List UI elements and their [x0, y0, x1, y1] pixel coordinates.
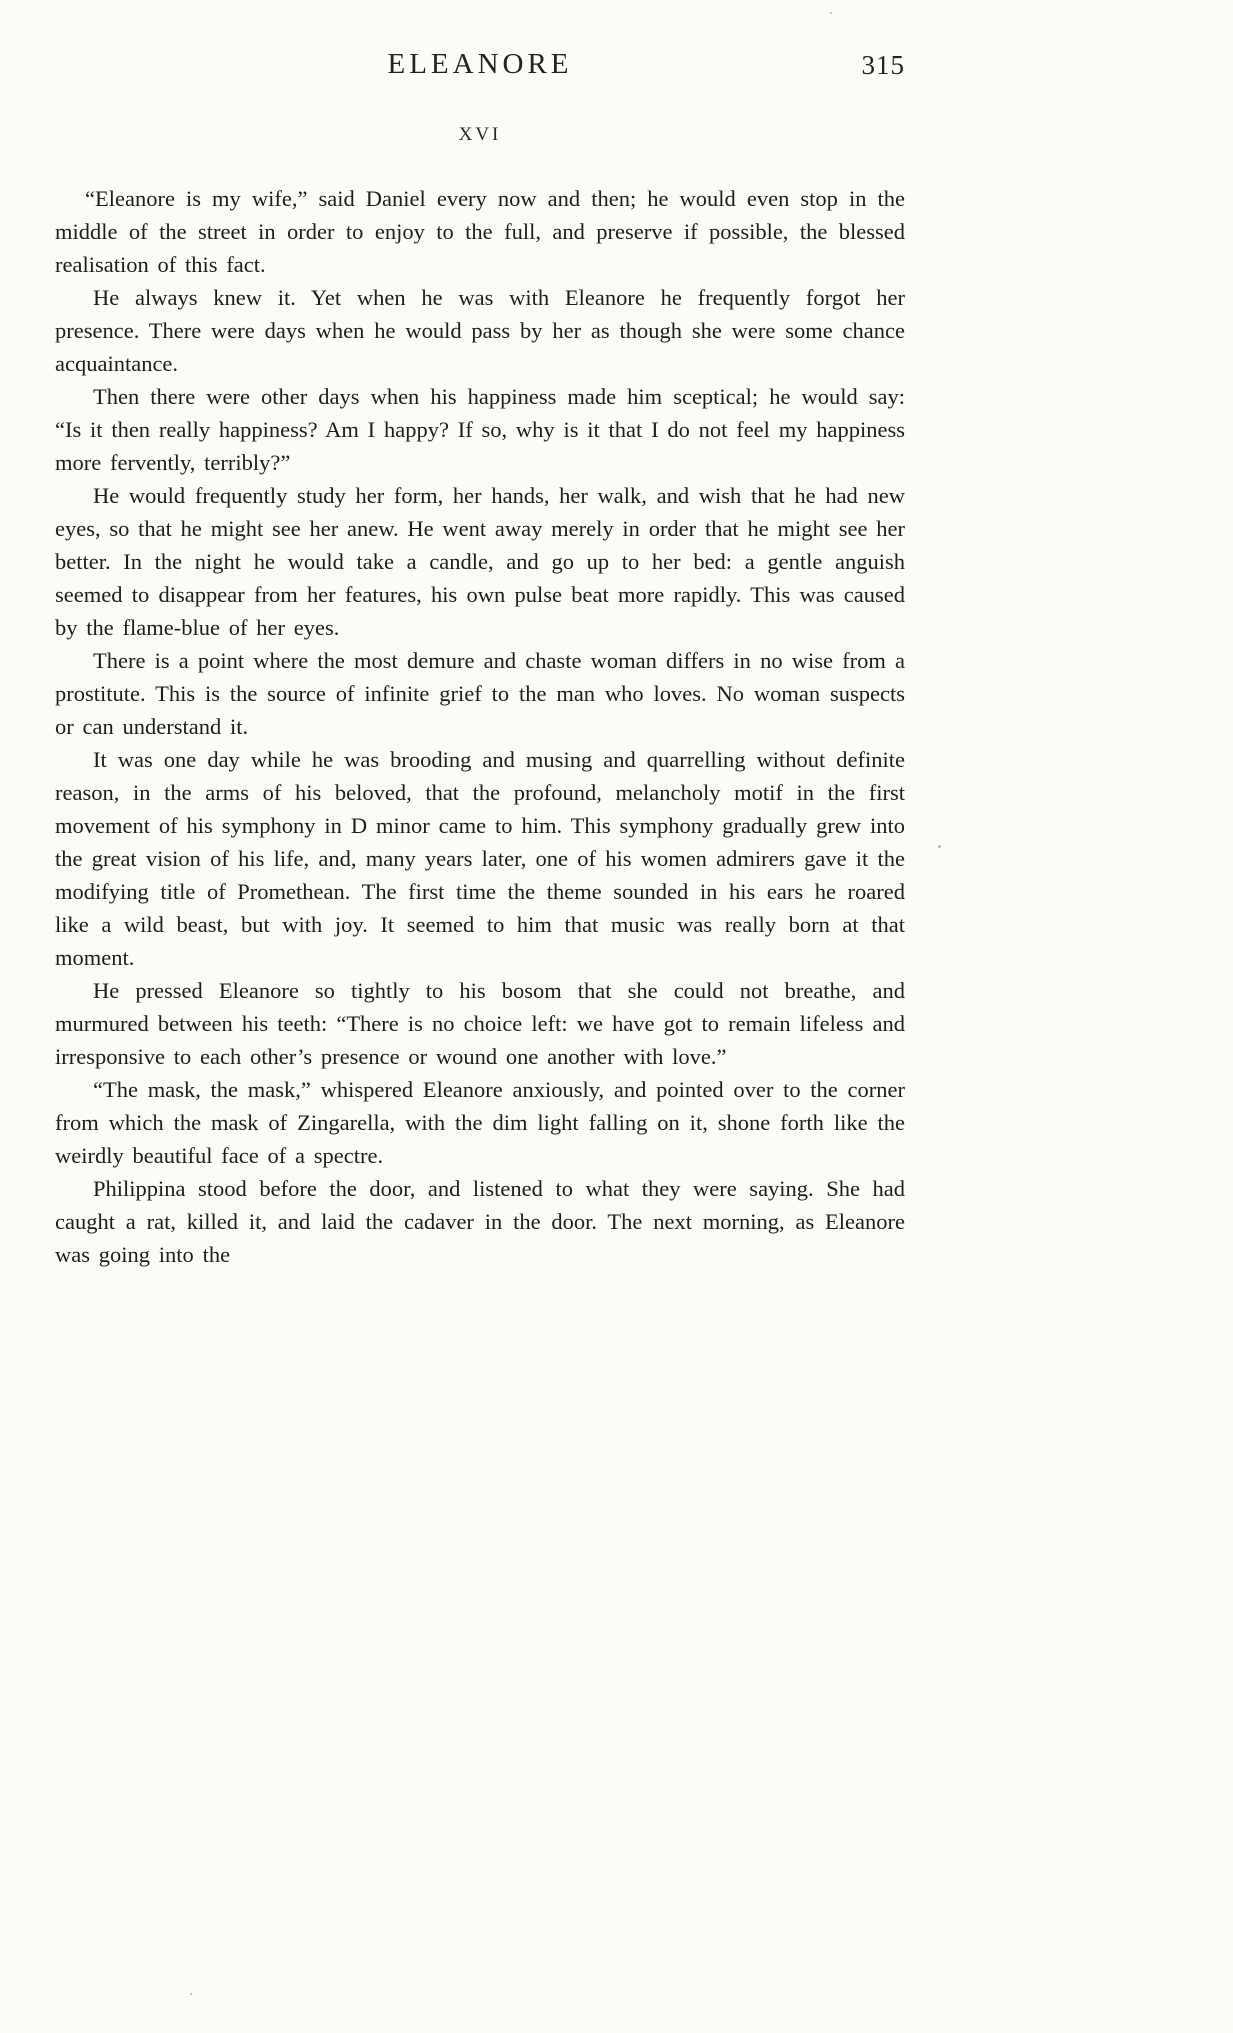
- paragraph: He would frequently study her form, her hands, her walk, and wish that he had new eyes, so that he might see her anew. He went away merely in order that he might see her better. In the night he would take a candle, and go up to her bed: a gentle anguish seemed to disappear from her features, his own pulse beat more rapidly. This was caused by the flame-blue of her eyes.: [55, 483, 905, 640]
- paragraph: There is a point where the most demure and chaste woman differs in no wise from a prostitute. This is the source of infinite grief to the man who loves. No woman suspects or can understand it.: [55, 648, 905, 739]
- running-header: [55, 48, 905, 92]
- paragraph: Then there were other days when his happiness made him sceptical; he would say: “Is it then really happiness? Am I happy? If so, why is it that I do not feel my happiness more fervently, terribly?”: [55, 384, 905, 475]
- paragraph: “The mask, the mask,” whispered Eleanore anxiously, and pointed over to the corner from which the mask of Zingarella, with the dim light falling on it, shone forth like the weirdly beautiful face of a spectre.: [55, 1077, 905, 1168]
- paragraph: It was one day while he was brooding and musing and quarrelling without definite reason, in the arms of his beloved, that the profound, melancholy motif in the first movement of his symphony in D minor came to him. This symphony gradually grew into the great vision of his life, and, many years later, one of his women admirers gave it the modifying title of Promethean. The first time the theme sounded in his ears he roared like a wild beast, but with joy. It seemed to him that music was really born at that moment.: [55, 747, 905, 970]
- paragraph: “Eleanore is my wife,” said Daniel every now and then; he would even stop in the middle of the street in order to enjoy to the full, and preserve if possible, the blessed realisation of this fact.: [55, 186, 905, 277]
- scan-speck: [190, 1993, 192, 1995]
- body-text: [55, 182, 905, 1271]
- scan-speck: [938, 845, 941, 848]
- book-page: [55, 48, 905, 1271]
- page-number: 315: [861, 50, 905, 80]
- paragraph: He pressed Eleanore so tightly to his bosom that she could not breathe, and murmured between his teeth: “There is no choice left: we have got to remain lifeless and irresponsive to each other’s presence or wound one another with love.”: [55, 978, 905, 1069]
- running-header-title: ELEANORE: [387, 48, 573, 80]
- paragraph: He always knew it. Yet when he was with Eleanore he frequently forgot her presence. There were days when he would pass by her as though she were some chance acquaintance.: [55, 285, 905, 376]
- scan-speck: [830, 12, 832, 14]
- paragraph: Philippina stood before the door, and listened to what they were saying. She had caught a rat, killed it, and laid the cadaver in the door. The next morning, as Eleanore was going into the: [55, 1176, 905, 1267]
- section-heading: XVI: [458, 124, 502, 145]
